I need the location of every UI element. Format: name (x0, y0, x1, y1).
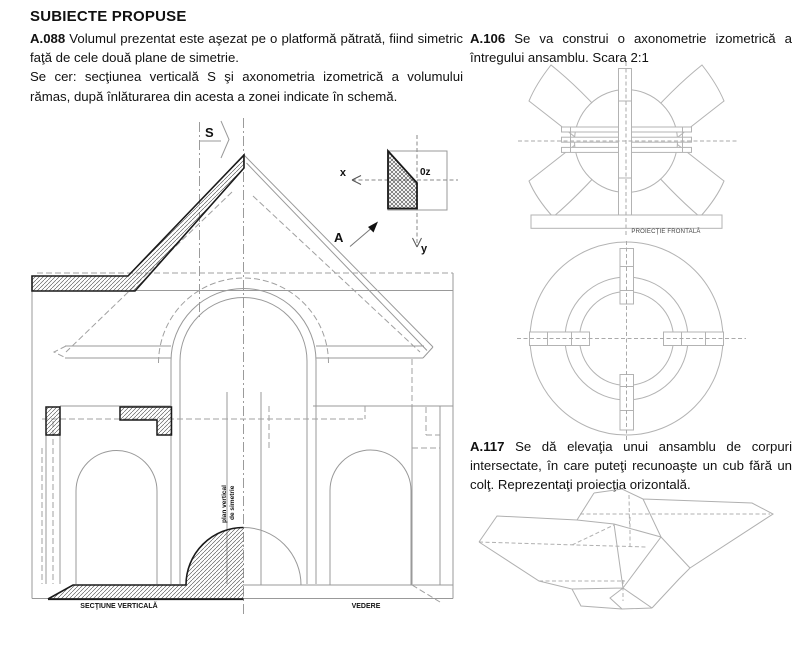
problem-a106-statement: Se va construi o axonometrie izometrică a întregului ansamblu. Scara 2:1 (470, 31, 793, 66)
section-letter: S (205, 125, 214, 140)
caption-view: VEDERE (351, 603, 381, 610)
a117-intersecting-bodies (479, 489, 773, 609)
roof-cut-hatch (32, 155, 244, 291)
section-cut-areas (32, 155, 244, 599)
plan-bar-bottom (620, 375, 634, 431)
axis-y-label: y (421, 243, 428, 255)
problem-a088-statement: Volumul prezentat este aşezat pe o platformă pătrată, fiind simetric faţă de cele două plane de simetrie. (30, 31, 464, 66)
problem-a088-requirement: Se cer: secţiunea verticală S şi axonometria izometrică a volumului rămas, după înlăturarea din acesta a zonei indicate în schemă. (30, 69, 463, 104)
caption-frontal-projection: PROIECŢIE FRONTALĂ (631, 229, 701, 235)
caption-section: SECŢIUNE VERTICALĂ (80, 603, 158, 610)
problem-a117-id: A.117 (470, 439, 505, 454)
origin-label: 0z (420, 167, 431, 178)
removal-zone-schema (340, 135, 458, 255)
symmetry-plane-label: plan vertical de simetrie (221, 485, 236, 523)
vertical-bar (619, 69, 632, 216)
axonometry-letter: A (334, 230, 344, 245)
view-direction-arrow (368, 222, 378, 233)
page-title: SUBIECTE PROPUSE (30, 8, 187, 25)
dome-cut-hatch (48, 528, 244, 600)
a106-plan-projection (517, 241, 746, 441)
a106-frontal-projection (518, 62, 738, 237)
a088-elevation-drawing (32, 118, 458, 617)
wall-cut-hatch-small (46, 407, 60, 435)
removal-zone-hatch (388, 151, 417, 209)
axis-x-label: x (339, 167, 346, 179)
problem-a106-id: A.106 (470, 31, 506, 46)
problem-a117-statement: Se dă elevaţia unui ansamblu de corpuri intersectate, în care puteţi recunoaşte un cub fără un colţ. Reprezentaţi proiecţia orizontală. (470, 439, 793, 493)
wall-cut-hatch-l-shape (120, 407, 172, 435)
problem-a088-id: A.088 (30, 31, 66, 46)
